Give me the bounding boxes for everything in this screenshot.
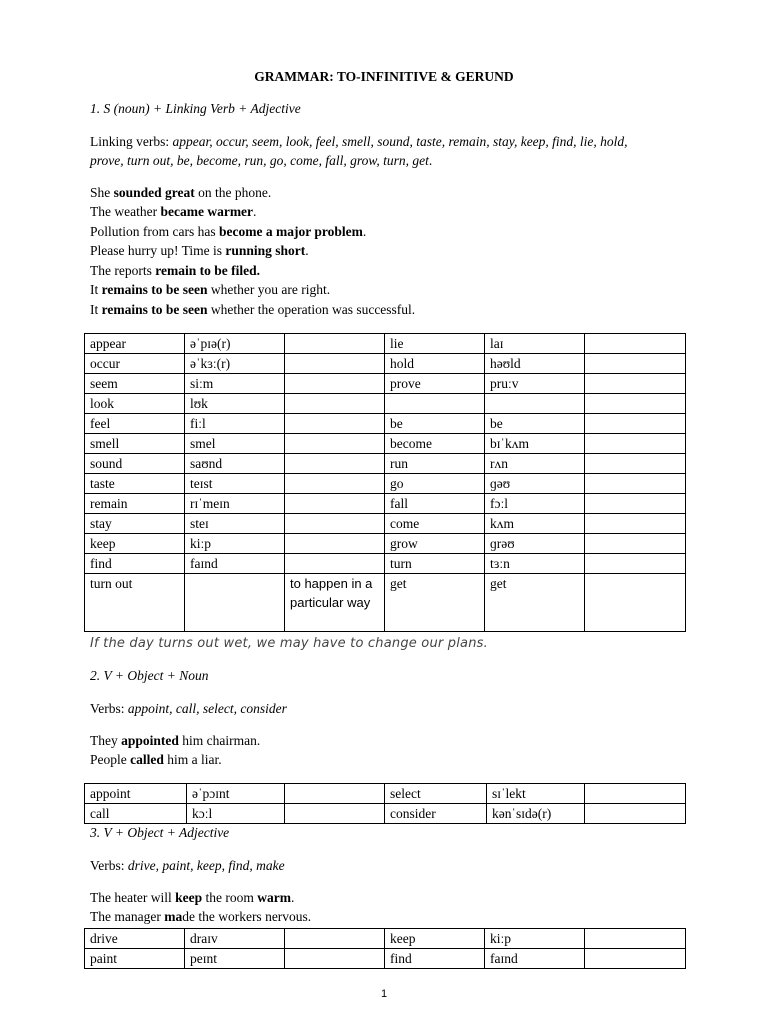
table-row — [85, 554, 686, 574]
example-text: whether the operation was successful. — [207, 302, 416, 317]
table-cell — [285, 784, 385, 804]
table-cell: call — [85, 804, 187, 824]
table-cell — [585, 554, 686, 574]
table-cell: go — [385, 474, 485, 494]
table-cell: kʌm — [485, 514, 585, 534]
table-cell: draɪv — [185, 929, 285, 949]
table-cell: get — [485, 574, 585, 632]
table-cell: be — [385, 414, 485, 434]
table-cell: become — [385, 434, 485, 454]
table-row — [85, 574, 686, 632]
table-row — [85, 929, 686, 949]
table-cell: turn — [385, 554, 485, 574]
example-text: . — [305, 243, 309, 258]
linking-verbs-list-2: prove, turn out, be, become, run, go, come, fall, grow, turn, get — [90, 153, 429, 168]
table-cell — [585, 534, 686, 554]
verbs-label: Verbs: — [90, 701, 128, 716]
table-cell: remain — [85, 494, 185, 514]
table-cell: sound — [85, 454, 185, 474]
table-cell: kɔːl — [187, 804, 285, 824]
table-cell: paint — [85, 949, 185, 969]
table-cell: grow — [385, 534, 485, 554]
example-text: They — [90, 733, 122, 748]
object-noun-verbs-table — [84, 783, 686, 824]
table-cell — [585, 494, 686, 514]
example-bold: running short — [225, 243, 306, 258]
example-sentence — [90, 890, 294, 906]
table-cell: fall — [385, 494, 485, 514]
table-cell: fiːl — [185, 414, 285, 434]
verbs-label: Verbs: — [90, 858, 128, 873]
table-cell: ɡrəʊ — [485, 534, 585, 554]
table-cell: faɪnd — [185, 554, 285, 574]
example-text: The reports — [90, 263, 156, 278]
example-bold: remains to be seen — [101, 282, 208, 297]
table-cell: fɔːl — [485, 494, 585, 514]
section-3-verbs — [90, 858, 285, 874]
table-cell — [285, 374, 385, 394]
verbs-list: appoint, call, select, consider — [127, 701, 287, 716]
example-sentence — [90, 752, 222, 768]
example-text: on the phone. — [194, 185, 272, 200]
linking-verbs-table-body — [85, 334, 686, 632]
table-cell — [585, 804, 686, 824]
table-cell — [285, 534, 385, 554]
object-adjective-verbs-table — [84, 928, 686, 969]
table-cell: keep — [85, 534, 185, 554]
table-row — [85, 414, 686, 434]
table-row — [85, 474, 686, 494]
table-cell: get — [385, 574, 485, 632]
example-text: him chairman. — [178, 733, 261, 748]
example-sentence — [90, 733, 260, 749]
table-cell: drive — [85, 929, 185, 949]
section-3-heading: 3. V + Object + Adjective — [90, 825, 230, 840]
table-cell — [285, 474, 385, 494]
table-cell: rʌn — [485, 454, 585, 474]
example-text: whether you are right. — [207, 282, 331, 297]
table-cell: əˈkɜː(r) — [185, 354, 285, 374]
example-text: Please hurry up! Time is — [90, 243, 226, 258]
verbs-list: drive, paint, keep, find, make — [127, 858, 285, 873]
table-cell — [585, 434, 686, 454]
table-cell: tɜːn — [485, 554, 585, 574]
table-cell: occur — [85, 354, 185, 374]
table-cell — [285, 804, 385, 824]
example-bold: remains to be seen — [101, 302, 208, 317]
example-text: . — [253, 204, 257, 219]
table-cell: turn out — [85, 574, 185, 632]
example-bold: sounded great — [113, 185, 195, 200]
table-cell: run — [385, 454, 485, 474]
example-bold: appointed — [121, 733, 179, 748]
table-cell — [285, 454, 385, 474]
object-adjective-table-body — [85, 929, 686, 969]
table-cell: seem — [85, 374, 185, 394]
linking-verbs-table — [84, 333, 686, 632]
table-cell — [585, 514, 686, 534]
table-cell: əˈpɔɪnt — [187, 784, 285, 804]
table-row — [85, 494, 686, 514]
table-cell — [585, 374, 686, 394]
table-cell: ɡəʊ — [485, 474, 585, 494]
table-cell: find — [385, 949, 485, 969]
page-title: GRAMMAR: TO-INFINITIVE & GERUND — [254, 69, 514, 84]
example-text: . — [290, 890, 295, 905]
table-cell — [285, 434, 385, 454]
example-text: Pollution from cars has — [90, 224, 219, 239]
example-text: the room — [202, 890, 258, 905]
example-text: It — [90, 282, 102, 297]
table-cell: stay — [85, 514, 185, 534]
table-cell — [585, 454, 686, 474]
table-cell — [585, 414, 686, 434]
example-sentence — [90, 909, 311, 925]
example-bold: warm — [257, 890, 291, 905]
table-cell — [585, 574, 686, 632]
linking-verbs-line-2 — [90, 153, 432, 169]
table-cell: əˈpɪə(r) — [185, 334, 285, 354]
example-text: People — [90, 752, 131, 767]
table-cell: siːm — [185, 374, 285, 394]
example-bold: called — [130, 752, 164, 767]
linking-verbs-end: . — [428, 153, 433, 168]
table-cell — [285, 949, 385, 969]
table-cell — [285, 514, 385, 534]
table-cell — [485, 394, 585, 414]
example-sentence — [90, 243, 309, 259]
example-text: The weather — [90, 204, 161, 219]
example-text: de the workers nervous. — [182, 909, 312, 924]
table-cell: laɪ — [485, 334, 585, 354]
example-sentence — [90, 263, 260, 279]
table-cell: find — [85, 554, 185, 574]
object-noun-table-body — [85, 784, 686, 824]
table-cell: appear — [85, 334, 185, 354]
table-row — [85, 354, 686, 374]
table-cell: smell — [85, 434, 185, 454]
example-text: The heater will — [90, 890, 176, 905]
example-sentence — [90, 185, 271, 201]
table-cell — [585, 394, 686, 414]
table-cell: consider — [385, 804, 487, 824]
table-cell: steɪ — [185, 514, 285, 534]
table-cell: sɪˈlekt — [487, 784, 585, 804]
table-cell — [585, 354, 686, 374]
example-bold: remain to be filed. — [155, 263, 260, 278]
table-row — [85, 394, 686, 414]
table-row — [85, 454, 686, 474]
table-cell — [285, 494, 385, 514]
table-cell: hold — [385, 354, 485, 374]
table-cell: lʊk — [185, 394, 285, 414]
turn-out-example: If the day turns out wet, we may have to change our plans. — [90, 636, 488, 651]
table-cell: look — [85, 394, 185, 414]
example-text: The manager — [90, 909, 165, 924]
table-cell: appoint — [85, 784, 187, 804]
table-cell — [585, 474, 686, 494]
table-row — [85, 949, 686, 969]
table-row — [85, 434, 686, 454]
linking-verbs-list-1: appear, occur, seem, look, feel, smell, sound, taste, remain, stay, keep, find, lie, hold, — [172, 134, 628, 149]
table-cell — [185, 574, 285, 632]
table-cell: kiːp — [185, 534, 285, 554]
table-cell — [585, 949, 686, 969]
example-text: him a liar. — [163, 752, 222, 767]
example-bold: became warmer — [160, 204, 254, 219]
table-cell — [285, 334, 385, 354]
table-cell: kiːp — [485, 929, 585, 949]
table-cell — [385, 394, 485, 414]
example-sentence — [90, 224, 366, 240]
table-cell — [285, 414, 385, 434]
example-text: She — [90, 185, 114, 200]
table-row — [85, 334, 686, 354]
table-cell: peɪnt — [185, 949, 285, 969]
table-cell: rɪˈmeɪn — [185, 494, 285, 514]
example-text: It — [90, 302, 102, 317]
table-cell: come — [385, 514, 485, 534]
example-sentence — [90, 282, 330, 298]
table-cell — [285, 554, 385, 574]
table-row — [85, 804, 686, 824]
table-cell: lie — [385, 334, 485, 354]
table-cell: prove — [385, 374, 485, 394]
table-cell: smel — [185, 434, 285, 454]
table-cell: kənˈsɪdə(r) — [487, 804, 585, 824]
table-cell: taste — [85, 474, 185, 494]
table-cell: saʊnd — [185, 454, 285, 474]
linking-verbs-line-1 — [90, 134, 628, 150]
section-2-heading: 2. V + Object + Noun — [90, 668, 209, 683]
section-2-verbs — [90, 701, 287, 717]
table-cell: bɪˈkʌm — [485, 434, 585, 454]
definition-cell: to happen in a particular way — [285, 574, 385, 632]
example-bold: keep — [175, 890, 203, 905]
table-cell — [585, 929, 686, 949]
table-cell: teɪst — [185, 474, 285, 494]
table-cell — [285, 354, 385, 374]
example-bold: ma — [164, 909, 183, 924]
table-cell — [585, 784, 686, 804]
table-cell: faɪnd — [485, 949, 585, 969]
example-text: . — [362, 224, 367, 239]
linking-verbs-label: Linking verbs: — [90, 134, 173, 149]
table-row — [85, 534, 686, 554]
section-1-heading: 1. S (noun) + Linking Verb + Adjective — [90, 101, 301, 116]
table-cell: keep — [385, 929, 485, 949]
table-cell — [285, 394, 385, 414]
table-cell: həʊld — [485, 354, 585, 374]
table-cell: select — [385, 784, 487, 804]
example-bold: become a major problem — [218, 224, 363, 239]
table-cell — [585, 334, 686, 354]
table-cell: be — [485, 414, 585, 434]
table-row — [85, 374, 686, 394]
example-sentence — [90, 204, 256, 220]
table-cell — [285, 929, 385, 949]
example-sentence — [90, 302, 415, 318]
table-cell: pruːv — [485, 374, 585, 394]
table-row — [85, 514, 686, 534]
table-row — [85, 784, 686, 804]
page-number: 1 — [380, 988, 388, 1000]
table-cell: feel — [85, 414, 185, 434]
